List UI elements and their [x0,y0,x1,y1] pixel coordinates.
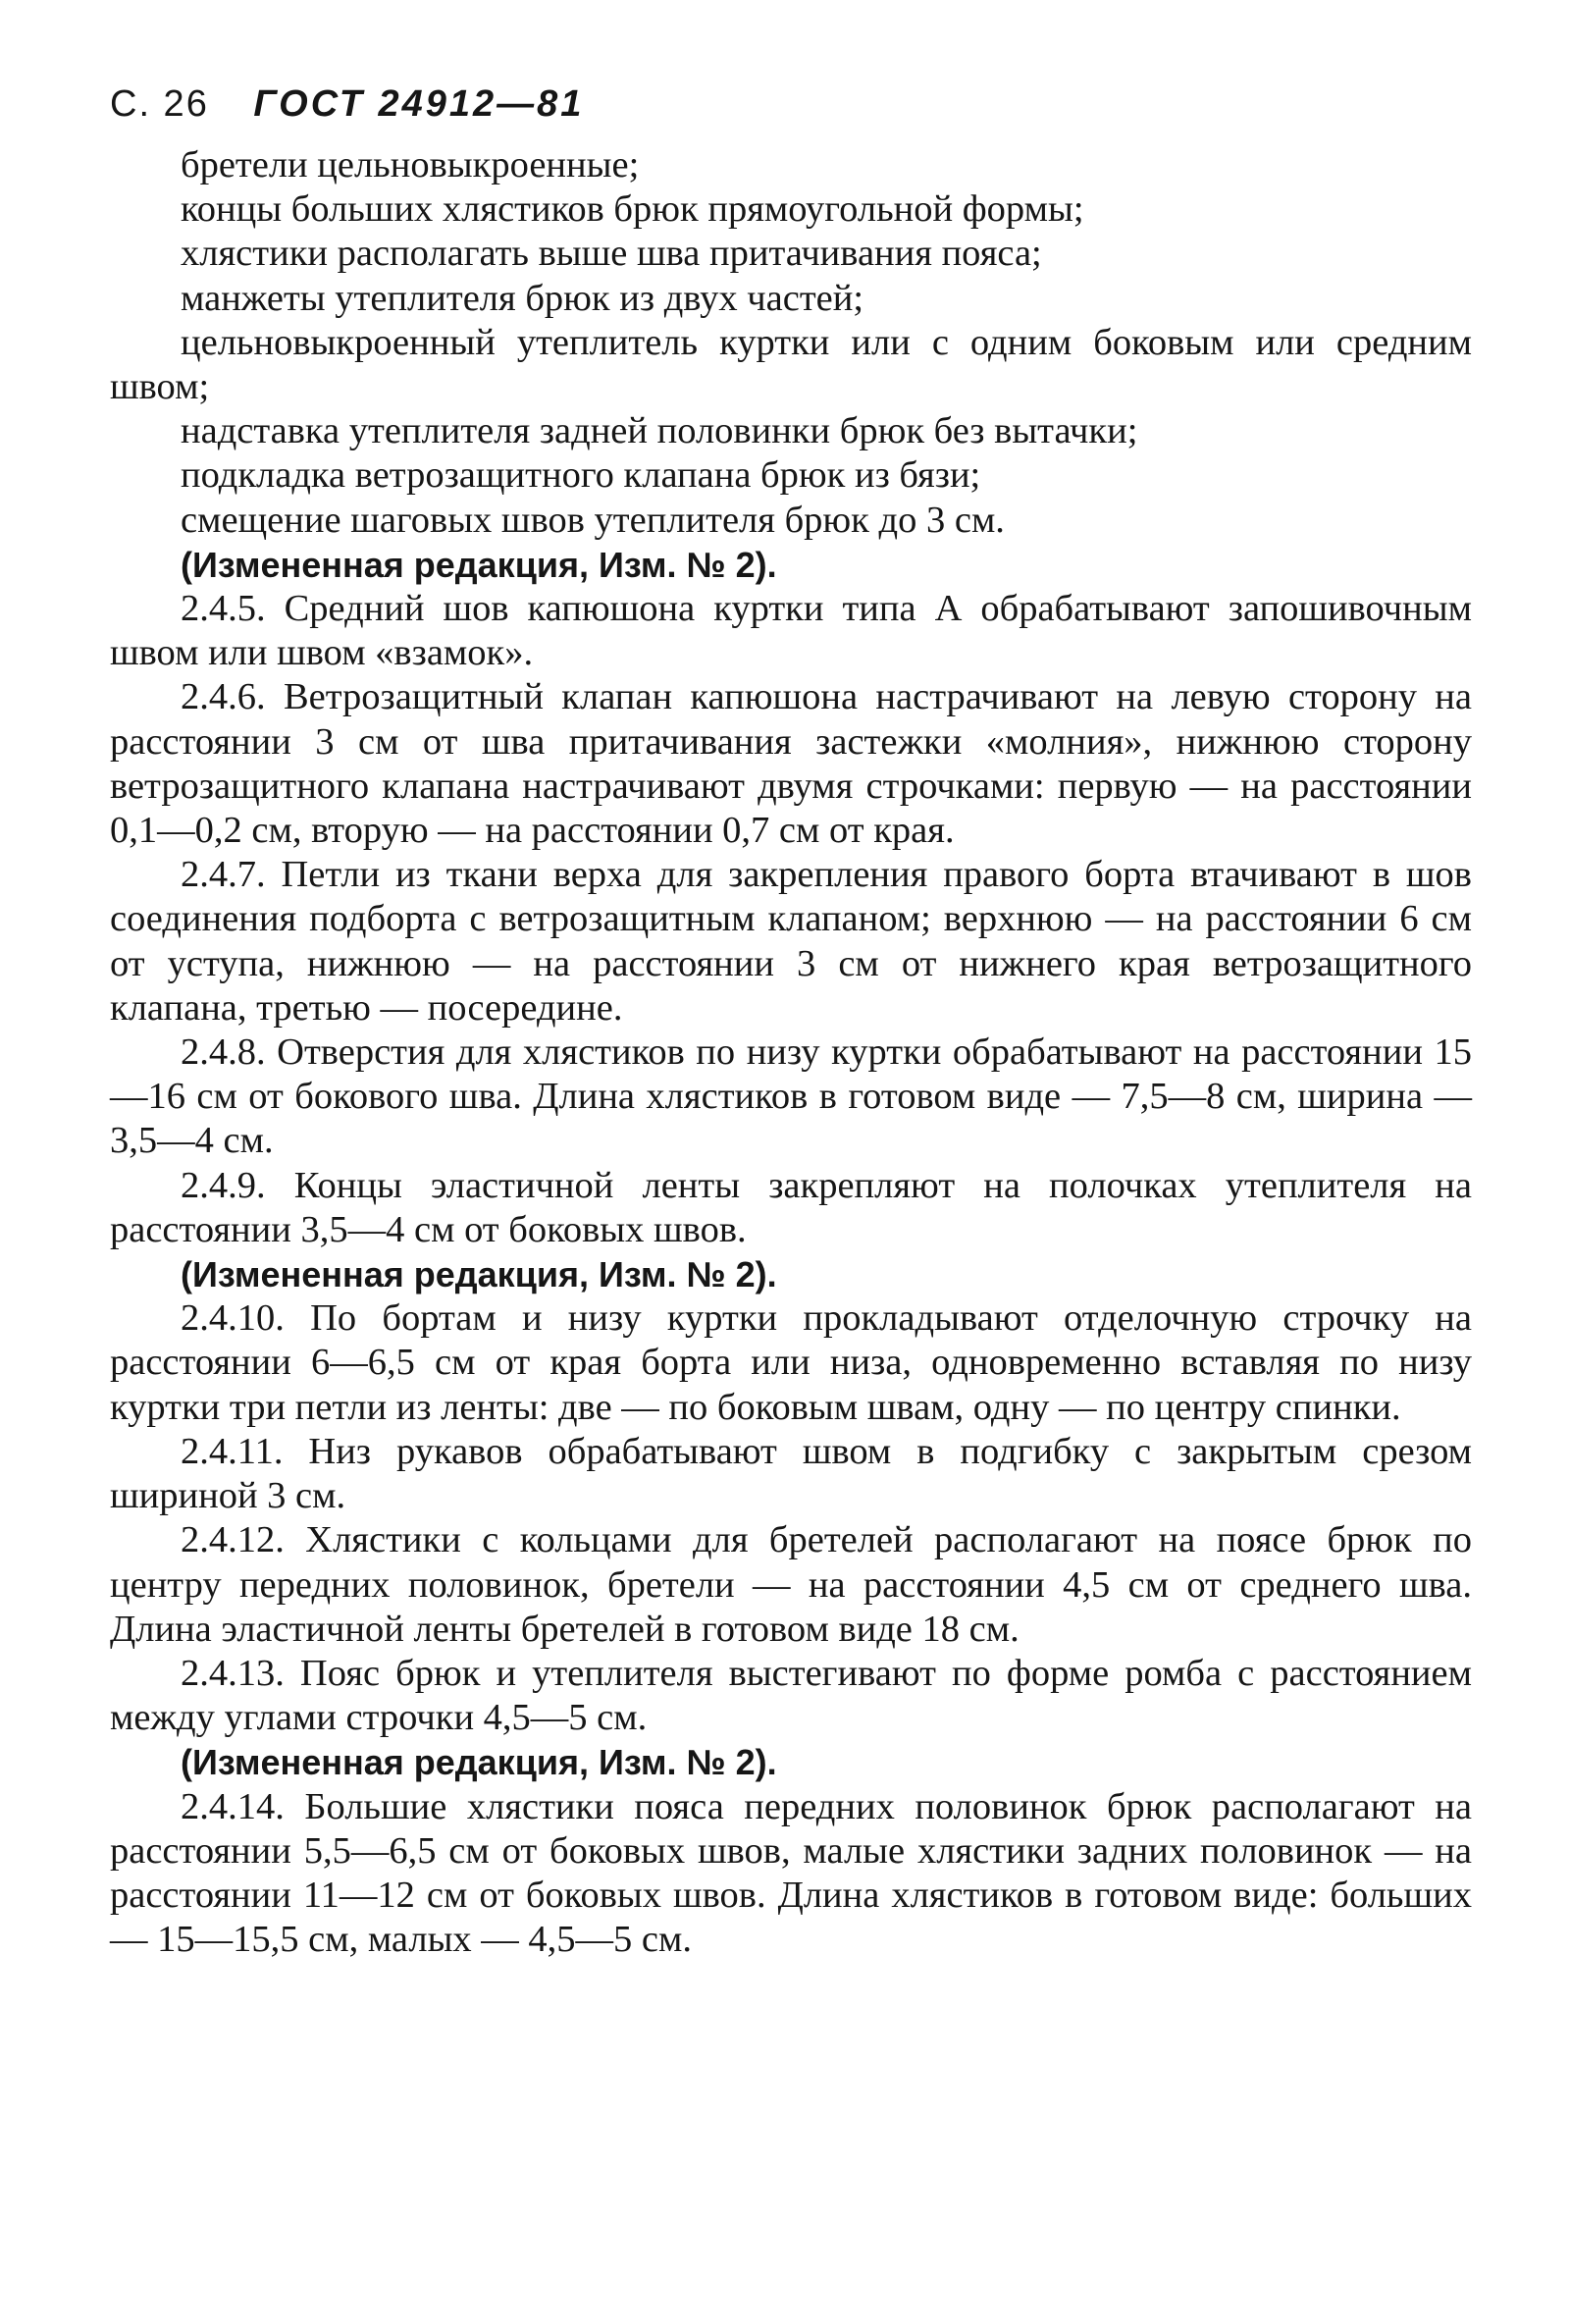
document-body [110,143,1472,1962]
paragraph: 2.4.5. Средний шов капюшона куртки типа А обрабатывают запошивочным швом или швом «взамок». [110,588,1472,674]
paragraph: 2.4.8. Отверстия для хлястиков по низу куртки обрабатывают на расстоянии 15—16 см от бокового шва. Длина хлястиков в готовом виде — 7,5—8 см, ширина — 3,5—4 см. [110,1031,1472,1162]
paragraph: хлястики располагать выше шва притачивания пояса; [181,233,1042,275]
paragraph: 2.4.10. По бортам и низу куртки прокладывают отделочную строчку на расстоянии 6—6,5 см от края борта или низа, одновременно вставляя по низу куртки три петли из ленты: две — по боковым швам, одну — по центру спинки. [110,1297,1472,1428]
document-code: ГОСТ 24912—81 [253,83,585,125]
paragraph: цельновыкроенный утеплитель куртки или с одним боковым или средним швом; [110,321,1472,408]
amendment-note: (Измененная редакция, Изм. № 2). [181,1742,777,1783]
paragraph: концы больших хлястиков брюк прямоугольной формы; [181,188,1084,231]
paragraph: бретели цельновыкроенные; [181,144,640,185]
paragraph: подкладка ветрозащитного клапана брюк из бязи; [181,454,981,497]
paragraph: смещение шаговых швов утеплителя брюк до 3 см. [181,499,1005,541]
amendment-note: (Измененная редакция, Изм. № 2). [181,1254,777,1295]
paragraph: манжеты утеплителя брюк из двух частей; [181,277,864,319]
paragraph: 2.4.13. Пояс брюк и утеплителя выстегивают по форме ромба с расстоянием между углами строчки 4,5—5 см. [110,1652,1472,1739]
document-page [110,75,1472,1962]
paragraph: 2.4.14. Большие хлястики пояса передних половинок брюк располагают на расстоянии 5,5—6,5 см от боковых швов, малые хлястики задних половинок — на расстоянии 11—12 см от боковых швов. Длина хлястиков в готовом виде: больших — 15—15,5 см, малых — 4,5—5 см. [110,1785,1472,1961]
page-header [110,75,1472,143]
paragraph: надставка утеплителя задней половинки брюк без вытачки; [181,410,1138,452]
amendment-note: (Измененная редакция, Изм. № 2). [181,544,777,585]
paragraph: 2.4.9. Концы эластичной ленты закрепляют на полочках утеплителя на расстоянии 3,5—4 см от боковых швов. [110,1164,1472,1250]
paragraph: 2.4.12. Хлястики с кольцами для бретелей располагают на поясе брюк по центру передних половинок, бретели — на расстоянии 4,5 см от среднего шва. Длина эластичной ленты бретелей в готовом виде 18 см. [110,1519,1472,1650]
paragraph: 2.4.7. Петли из ткани верха для закрепления правого борта втачивают в шов соединения подборта с ветрозащитным клапаном; верхнюю — на расстоянии 6 см от уступа, нижнюю — на расстоянии 3 см от нижнего края ветрозащитного клапана, третью — посередине. [110,854,1472,1029]
paragraph: 2.4.6. Ветрозащитный клапан капюшона настрачивают на левую сторону на расстоянии 3 см от шва притачивания застежки «молния», нижнюю сторону ветрозащитного клапана настрачивают двумя строчками: первую — на расстоянии 0,1—0,2 см, вторую — на расстоянии 0,7 см от края. [110,676,1472,852]
page-number: С. 26 [110,83,209,125]
paragraph: 2.4.11. Низ рукавов обрабатывают швом в подгибку с закрытым срезом шириной 3 см. [110,1430,1472,1517]
